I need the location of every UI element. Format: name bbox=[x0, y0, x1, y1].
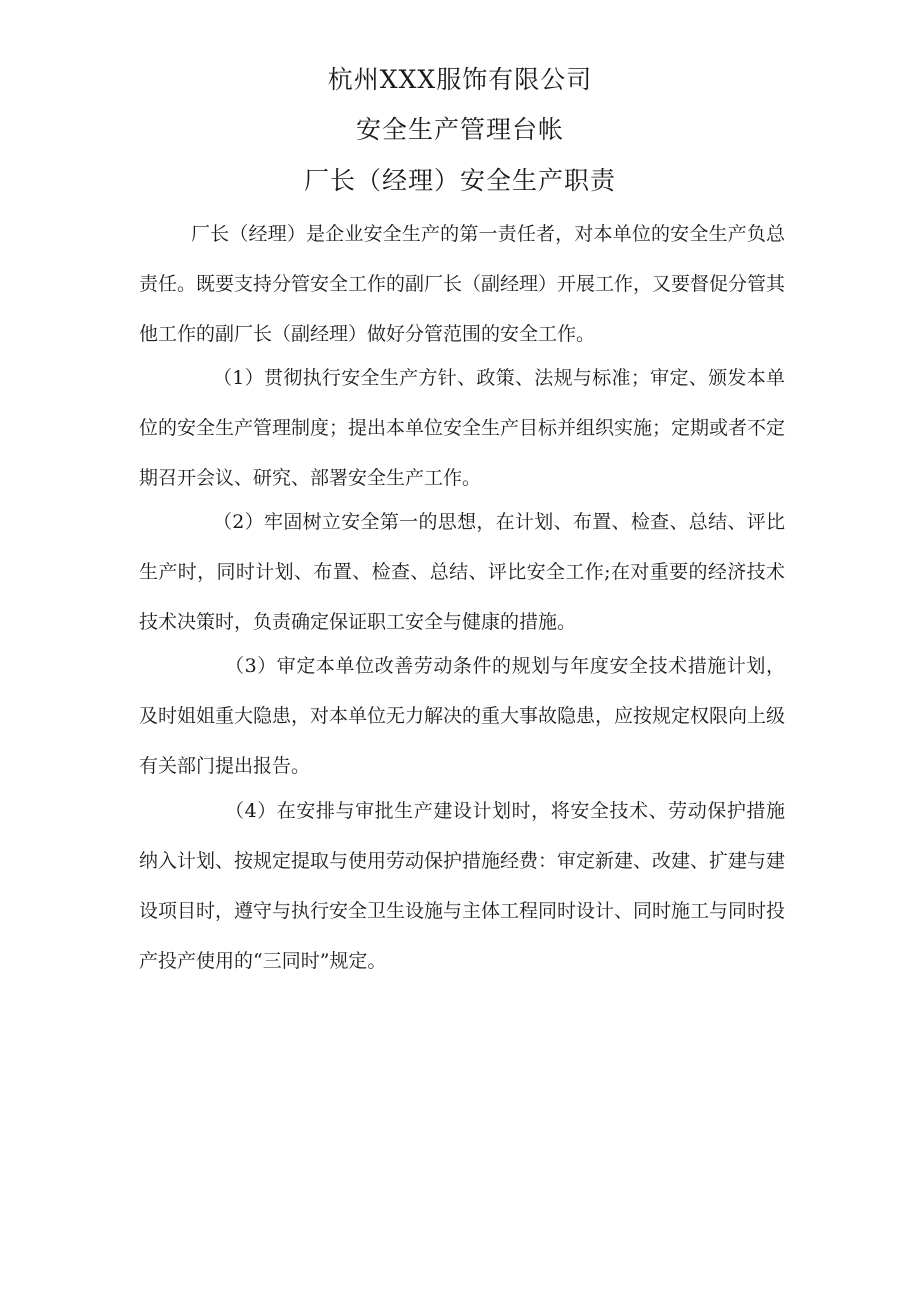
duty-item-1: （1）贯彻执行安全生产方针、政策、法规与标准；审定、颁发本单位的安全生产管理制度；提出本单位安全生产目标并组织实施；定期或者不定期召开会议、研究、部署安全生产工作。 bbox=[139, 367, 786, 489]
duty-item-2: （2）牢固树立安全第一的思想，在计划、布置、检查、总结、评比生产时，同时计划、布置、检查、总结、评比安全工作;在对重要的经济技术技术决策时，负责确定保证职工安全与健康的措施。 bbox=[139, 511, 785, 633]
duty-item-4: （4）在安排与审批生产建设计划时，将安全技术、劳动保护措施纳入计划、按规定提取与使用劳动保护措施经费：审定新建、改建、扩建与建设项目时，遵守与执行安全卫生设施与主体工程同时设计、同时施工与同时投产投产使用的“三同时”规定。 bbox=[139, 800, 786, 972]
duty-item-3: （3）审定本单位改善劳动条件的规划与年度安全技术措施计划，及时姐姐重大隐患，对本单位无力解决的重大事故隐患，应按规定权限向上级有关部门提出报告。 bbox=[139, 655, 786, 777]
ledger-title: 安全生产管理台帐 bbox=[355, 115, 564, 144]
company-title: 杭州XXX服饰有限公司 bbox=[327, 65, 593, 94]
intro-paragraph: 厂长（经理）是企业安全生产的第一责任者，对本单位的安全生产负总责任。既要支持分管安全工作的副厂长（副经理）开展工作，又要督促分管其他工作的副厂长（副经理）做好分管范围的安全工作。 bbox=[139, 223, 786, 345]
duty-title: 厂长（经理）安全生产职责 bbox=[303, 166, 616, 195]
